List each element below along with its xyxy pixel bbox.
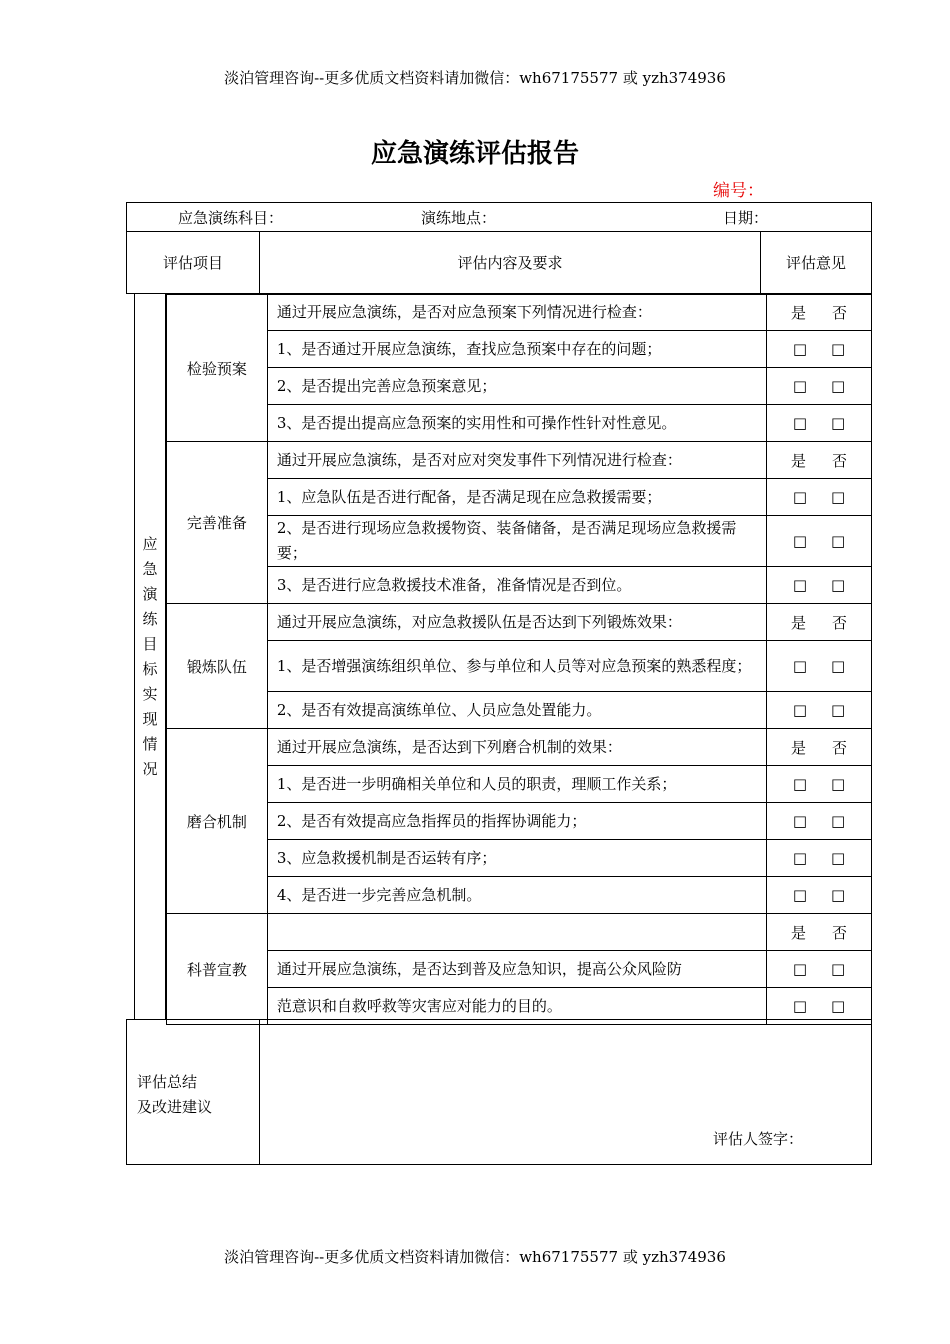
no-checkbox[interactable]: □ [831,340,846,358]
table-row [167,295,872,331]
no-checkbox[interactable]: □ [831,775,846,793]
header-opinion: 评估意见 [785,253,846,272]
yes-checkbox[interactable]: □ [792,701,808,719]
table-row [167,951,872,988]
table-header-row [126,231,872,294]
criterion-text: 1、是否增强演练组织单位、参与单位和人员等对应急预案的熟悉程度； [267,641,766,692]
header-item: 评估项目 [127,231,260,293]
criterion-text: 4、是否进一步完善应急机制。 [267,877,766,914]
no-label: 否 [832,738,848,757]
opinion-cell [767,914,872,951]
opinion-cell [767,442,872,479]
date-label: 日期： [723,209,769,227]
yes-checkbox[interactable]: □ [792,532,808,550]
criterion-text: 通过开展应急演练，是否对应对突发事件下列情况进行检查： [267,442,766,479]
no-checkbox[interactable]: □ [831,657,846,675]
opinion-cell [767,729,872,766]
table-row [167,405,872,442]
no-checkbox[interactable]: □ [831,532,846,550]
criterion-text: 2、是否提出完善应急预案意见； [267,368,766,405]
section-name: 磨合机制 [167,729,268,914]
summary-label-line2: 及改进建议 [137,1098,213,1116]
yes-checkbox[interactable]: □ [792,377,808,395]
table-row [167,641,872,692]
no-checkbox[interactable]: □ [831,960,846,978]
yes-checkbox[interactable]: □ [792,576,808,594]
table-row [167,567,872,604]
signature-label: 评估人签字： [713,1130,804,1148]
opinion-cell [767,766,872,803]
opinion-cell [767,295,872,331]
criterion-text: 1、应急队伍是否进行配备，是否满足现在应急救援需要； [267,479,766,516]
side-label: 应 急 演 练 目 标 实 现 情 况 [142,535,158,778]
section-name: 完善准备 [167,442,268,604]
yes-checkbox[interactable]: □ [792,960,808,978]
yes-checkbox[interactable]: □ [792,849,808,867]
evaluation-table [166,294,872,1025]
criterion-text: 通过开展应急演练，是否对应急预案下列情况进行检查： [267,295,766,331]
summary-label-cell [127,1020,260,1164]
criterion-text: 2、是否进行现场应急救援物资、装备储备，是否满足现场应急救援需要； [267,516,766,567]
no-checkbox[interactable]: □ [831,576,846,594]
criterion-text: 3、是否提出提高应急预案的实用性和可操作性针对性意见。 [267,405,766,442]
table-row [167,368,872,405]
opinion-cell [767,567,872,604]
yes-label: 是 [791,613,807,632]
side-label-cell [134,294,166,1020]
criterion-text: 通过开展应急演练，是否达到普及应急知识，提高公众风险防 [267,951,766,988]
criterion-text [267,914,766,951]
yes-checkbox[interactable]: □ [792,340,808,358]
criterion-text: 2、是否有效提高应急指挥员的指挥协调能力； [267,803,766,840]
section-name: 科普宣教 [167,914,268,1025]
table-row [167,803,872,840]
opinion-cell [767,331,872,368]
opinion-cell [767,803,872,840]
opinion-cell [767,641,872,692]
opinion-cell [767,877,872,914]
no-label: 否 [832,923,848,942]
criterion-text: 1、是否进一步明确相关单位和人员的职责，理顺工作关系； [267,766,766,803]
no-checkbox[interactable]: □ [831,377,846,395]
no-label: 否 [832,451,848,470]
table-row [167,604,872,641]
no-checkbox[interactable]: □ [831,812,846,830]
criterion-text: 通过开展应急演练，是否达到下列磨合机制的效果： [267,729,766,766]
table-row [167,442,872,479]
table-row [167,766,872,803]
page-title: 应急演练评估报告 [370,139,579,169]
yes-label: 是 [791,738,807,757]
criterion-text: 1、是否通过开展应急演练，查找应急预案中存在的问题； [267,331,766,368]
criterion-text: 3、是否进行应急救援技术准备，准备情况是否到位。 [267,567,766,604]
summary-row [126,1019,872,1165]
subject-label: 应急演练科目： [178,209,284,227]
opinion-cell [767,516,872,567]
opinion-cell [767,692,872,729]
header-content: 评估内容及要求 [260,231,761,293]
opinion-cell [767,951,872,988]
code-label: 编号： [713,181,764,201]
no-checkbox[interactable]: □ [831,414,846,432]
table-row [167,914,872,951]
opinion-cell [767,368,872,405]
no-label: 否 [832,613,848,632]
yes-label: 是 [791,923,807,942]
summary-label-line1: 评估总结 [137,1073,198,1091]
no-label: 否 [832,304,848,322]
no-checkbox[interactable]: □ [831,701,846,719]
page-header: 淡泊管理咨询--更多优质文档资料请加微信：wh67175577 或 yzh374936 [224,69,726,87]
criterion-text: 2、是否有效提高演练单位、人员应急处置能力。 [267,692,766,729]
criterion-text: 通过开展应急演练，对应急救援队伍是否达到下列锻炼效果： [267,604,766,641]
opinion-cell [767,604,872,641]
criterion-text: 3、应急救援机制是否运转有序； [267,840,766,877]
yes-label: 是 [791,304,807,322]
table-row [167,516,872,567]
table-row [167,692,872,729]
yes-checkbox[interactable]: □ [792,812,808,830]
opinion-cell [767,840,872,877]
location-label: 演练地点： [421,209,497,227]
opinion-cell [767,405,872,442]
table-row [167,840,872,877]
page-footer: 淡泊管理咨询--更多优质文档资料请加微信：wh67175577 或 yzh374936 [224,1248,726,1266]
info-row [126,202,872,232]
table-row [167,479,872,516]
section-name: 锻炼队伍 [167,604,268,729]
opinion-cell [767,479,872,516]
no-checkbox[interactable]: □ [831,849,846,867]
table-row [167,331,872,368]
no-checkbox[interactable]: □ [831,886,846,904]
no-checkbox[interactable]: □ [831,488,846,506]
criterion-text: 范意识和自救呼救等灾害应对能力的目的。 [267,988,766,1025]
section-name: 检验预案 [167,295,268,442]
yes-checkbox[interactable]: □ [792,488,808,506]
table-row [167,877,872,914]
yes-checkbox[interactable]: □ [792,886,808,904]
no-checkbox[interactable]: □ [831,997,846,1015]
table-row [167,729,872,766]
yes-checkbox[interactable]: □ [792,775,808,793]
yes-checkbox[interactable]: □ [792,414,808,432]
yes-label: 是 [791,451,807,470]
yes-checkbox[interactable]: □ [792,657,808,675]
yes-checkbox[interactable]: □ [792,997,808,1015]
